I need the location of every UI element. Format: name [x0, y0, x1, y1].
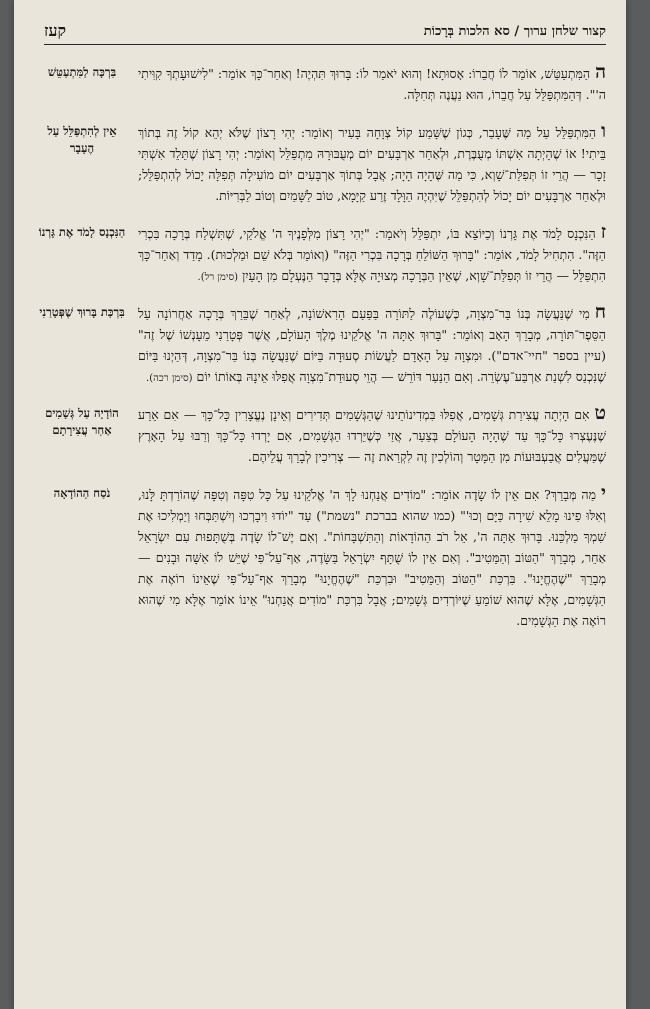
paragraph-text: [128, 121, 606, 208]
paragraph-marker: ט: [594, 402, 606, 424]
paragraph-section: [36, 403, 606, 469]
paragraph-text: [128, 222, 606, 288]
paragraph-section: [36, 483, 606, 633]
paragraph-text: [128, 403, 606, 469]
paragraph-body: הַנִּכְנָס לָמֹד אֶת גָּרְנוֹ וְכַיּוֹצֵא בּוֹ, יִתְפַּלֵּל וְיֹאמַר: "יְהִי רָצוֹן מִלְּפָנֶיךָ ה' אֱלֹקַי, שֶׁתִּשְׁלַח בְּרָכָה בִּכְרִי הַזֶּה". הִתְחִיל לָמֹד, אוֹמֵר: "בָּרוּךְ הַשּׁוֹלֵחַ בְּרָכָה בִּכְרִי הַזֶּה" (וְאוֹמֵר בְּלֹא שֵׁם וּמַלְכוּת). מָדַד וְאַחַר־כָּךְ הִתְפַּלֵּל — הֲרֵי זוֹ תְּפִלַּת־שָׁוְא, שֶׁאֵין הַבְּרָכָה מְצוּיָה אֶלָּא בְּדָבָר הַנֶּעְלָם מִן הָעַיִן: [138, 226, 606, 283]
book-page: [14, 0, 626, 1009]
paragraph-body: מִי שֶׁנַּעֲשָׂה בְּנוֹ בַּר־מִצְוָה, כְּשֶׁעוֹלֶה לַתּוֹרָה בַּפַּעַם הָרִאשׁוֹנָה, לְאַחַר שֶׁבֵּרַךְ בְּרָכָה אַחֲרוֹנָה עַל הַסֵּפֶר־תּוֹרָה, מְבָרֵךְ הָאָב וְאוֹמֵר: "בָּרוּךְ אַתָּה ה' אֱלֹקֵינוּ מֶלֶךְ הָעוֹלָם, אֲשֶׁר פְּטָרַנִי מֵעָנְשׁוֹ שֶׁל זֶה" (עיין בספר "חיי־אדם"). וּמִצְוָה עַל הָאָדָם לַעֲשׂוֹת סְעוּדָה בַּיּוֹם שֶׁנַּעֲשָׂה בְּנוֹ בַּר־מִצְוָה, דְּהַיְנוּ בַּיּוֹם שֶׁנִּכְנַס לִשְׁנַת אַרְבַּע־עֶשְׂרֵה. וְאִם הַנַּעַר דּוֹרֵשׁ — הֲוֵי סְעוּדַת־מִצְוָה אֲפִלּוּ אֵינָהּ בְּאוֹתוֹ יוֹם: [138, 306, 606, 384]
paragraph-body: מַה מְּבָרֵךְ? אִם אֵין לוֹ שָׂדֶה אוֹמֵר: "מוֹדִים אֲנַחְנוּ לָךְ ה' אֱלֹקֵינוּ עַל כָּל טִפָּה וְטִפָּה שֶׁהוֹרַדְתָּ לָּנוּ, וְאִלּוּ פִינוּ מָלֵא שִׁירָה כַּיָּם וְכוּ'" (כמו שהוא בברכת "נשמת") עַד "יוֹדוּ וִיבָרְכוּ וְיִשְׁתַּבְּחוּ וְיַמְלִיכוּ אֶת שִׁמְךָ מַלְכֵּנוּ. בָּרוּךְ אַתָּה ה', אֵל רֹב הַהוֹדָאוֹת וְהַתִּשְׁבָּחוֹת". וְאִם יֶשׁ־לוֹ שָׂדֶה בְּשֻׁתָּפוּת עִם יִשְׂרָאֵל אַחֵר, מְבָרֵךְ "הַטּוֹב וְהַמֵּטִיב". וְאִם אֵין לוֹ שֻׁתָּף יִשְׂרָאֵל בַּשָּׂדֶה, אַף־עַל־פִּי שֶׁיֵּשׁ לוֹ אִשָּׁה וּבָנִים — מְבָרֵךְ "שֶׁהֶחֱיָנוּ". בִּרְכַּת "הַטּוֹב וְהַמֵּטִיב" וּבִרְכַּת "שֶׁהֶחֱיָנוּ" מְבָרֵךְ אַף־עַל־פִּי שֶׁאֵינוֹ רוֹאֶה אֶת הַגְּשָׁמִים, אֶלָּא שֶׁהוּא שׁוֹמֵעַ שֶׁיּוֹרְדִים גְּשָׁמִים; אֲבָל בִּרְכַּת "מוֹדִים אֲנַחְנוּ" אֵינוֹ אוֹמֵר אֶלָּא מִי שֶׁהוּא רוֹאֶה אֶת הַגְּשָׁמִים.: [138, 487, 606, 628]
margin-heading: הוֹדָיָה עַל גְּשָׁמִים אַחַר עֲצִירָתָם: [45, 406, 119, 437]
margin-heading: נֹסַח הַהוֹדָאָה: [53, 486, 111, 500]
margin-heading: בִּרְכַּת בָּרוּךְ שֶׁפְּטָרַנִי: [39, 305, 125, 319]
margin-heading: בִּרְכָּה לַמִּתְעַטֵּשׁ: [47, 65, 117, 79]
paragraph-marker: ה: [595, 61, 606, 83]
paragraph-body: הַמִּתְפַּלֵּל עַל מַה שֶּׁעָבַר, כְּגוֹן שֶׁשָּׁמַע קוֹל צְוָחָה בָּעִיר וְאוֹמֵר: יְהִי רָצוֹן שֶׁלֹּא יְהֵא קוֹל זֶה בְּתוֹךְ בֵּיתִי! אוֹ שֶׁהָיְתָה אִשְׁתּוֹ מְעֻבֶּרֶת, וּלְאַחַר אַרְבָּעִים יוֹם מְעֻבּוּרָהּ מִתְפַּלֵּל וְאוֹמֵר: יְהִי רָצוֹן שֶׁתֵּלֵד אִשְׁתִּי זָכָר — הֲרֵי זוֹ תְּפִלַּת־שָׁוְא, כִּי מַה שֶּׁהָיָה הָיָה; אֲבָל בְּתוֹךְ אַרְבָּעִים יוֹם מוֹעִילָה תְּפִלָּה יָכוֹל לְהִתְפַּלֵּל; וּלְאַחַר אַרְבָּעִים יוֹם יָכוֹל לְהִתְפַּלֵּל שֶׁיִּהְיֶה הַוָּלָד זֶרַע קַיָּמָא, טוֹב לַשָּׁמַיִם וְטוֹב לַבְּרִיּוֹת.: [138, 125, 606, 203]
source-reference: (סימן רכה).: [146, 373, 193, 384]
paragraph-section: [36, 62, 606, 107]
paragraph-section: [36, 222, 606, 288]
paragraph-body: אִם הָיְתָה עֲצִירַת גְּשָׁמִים, אֲפִלּוּ בִּמְדִינוֹתֵינוּ שֶׁהַגְּשָׁמִים תְּדִירִים וְאֵינָן נֶעֱצָרִין כָּל־כָּךְ — אִם אֵרַע שֶׁנֶּעֶצְרוּ כָּל־כָּךְ עַד שֶׁהָיָה הָעוֹלָם בְּצַעַר, אֲזַי כְּשֶׁיֵּרְדוּ הַגְּשָׁמִים, אִם יָרְדוּ כָּל־כָּךְ וְרַבּוּ עַל הָאָרֶץ שֶׁמַּעֲלִים אֲבַעְבּוּעוֹת מִן הַמָּטָר וְהוֹלְכִין זֶה לִקְרַאת זֶה — צְרִיכִין לְבָרֵךְ עֲלֵיהֶם.: [138, 407, 606, 464]
paragraph-marker: ו: [601, 120, 606, 142]
paragraph-text: [128, 62, 606, 107]
paragraph-section: [36, 302, 606, 389]
paragraph-section: [36, 121, 606, 208]
paragraph-body: הַמִּתְעַטֵּשׁ, אוֹמֵר לוֹ חֲבֵרוֹ: אָסוּתָא! וְהוּא יֹאמַר לוֹ: בָּרוּךְ תִּהְיֶה! וְאַחַר־כָּךְ אוֹמֵר: "לִישׁוּעָתְךָ קִוִּיתִי ה'". דְּהַמִּתְפַּלֵּל עַל חֲבֵרוֹ, הוּא נַעֲנֶה תְּחִלָּה.: [138, 66, 606, 102]
paragraph-text: [128, 302, 606, 389]
margin-heading: הַנִּכְנָס לָמֹד אֶת גָּרְנוֹ: [38, 225, 126, 239]
running-title: קצור שלחן ערוך / סא הלכות בְּרָכוֹת: [423, 24, 606, 39]
paragraph-marker: ח: [594, 301, 606, 323]
paragraph-marker: ז: [600, 221, 606, 243]
source-reference: (סימן רל).: [197, 272, 239, 283]
margin-heading: אֵין לְהִתְפַּלֵּל עַל הֶעָבָר: [47, 124, 117, 155]
page-number: קעז: [44, 21, 67, 40]
page-content: [36, 62, 606, 647]
paragraph-text: [128, 483, 606, 633]
paragraph-marker: י: [601, 482, 606, 504]
page-header: [44, 18, 606, 45]
